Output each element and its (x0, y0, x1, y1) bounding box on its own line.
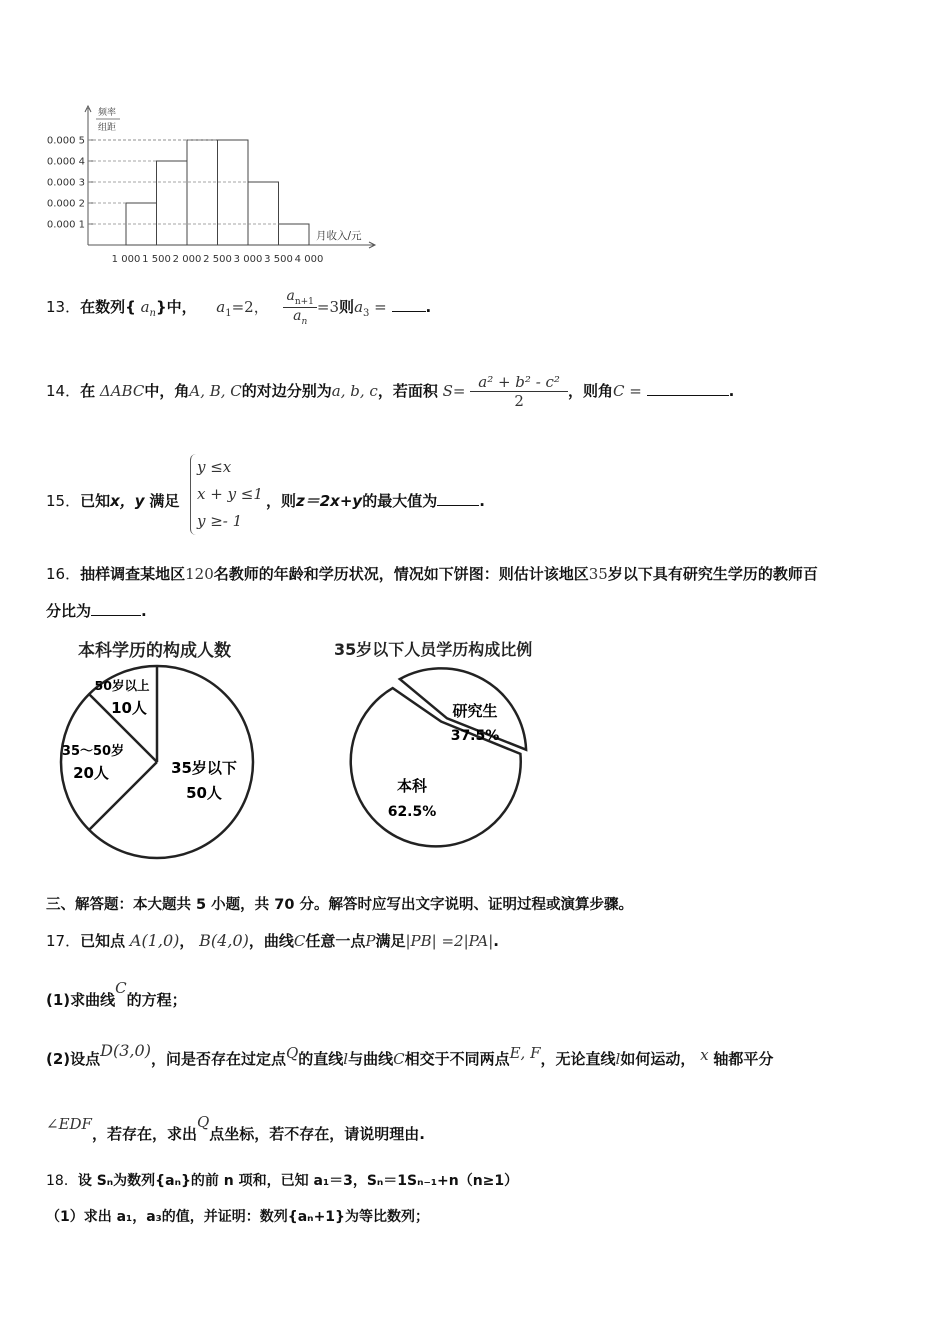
q14-eq: = (452, 382, 466, 400)
hist-bar (248, 182, 279, 245)
q17-part-1 (46, 979, 187, 1010)
q17-p1-curve-c: C (115, 979, 127, 997)
q17-p2-text-1: 设点 (70, 1050, 101, 1068)
q15-xy: x，y (110, 492, 145, 510)
q17-p2-point-q: Q (285, 1044, 299, 1062)
q17-p2-axis-x: x (700, 1046, 709, 1064)
q17-point-a: A(1,0) (129, 931, 180, 950)
q13-ratio-fraction (283, 288, 316, 327)
hist-y-tick-label: 0.000 3 (46, 177, 85, 189)
hist-x-tick-label: 1 500 (142, 254, 171, 265)
q17-text-1: 已知点 (80, 932, 126, 950)
question-15-tail (266, 490, 485, 511)
q14-text-5: ，则角 (567, 382, 613, 400)
q16-text-2: 名教师的年龄和学历状况，情况如下饼图：则估计该地区 (213, 565, 589, 583)
q17-p1-label: (1) (46, 991, 71, 1009)
q16-end: . (141, 602, 147, 620)
q13-a3: a (354, 297, 364, 316)
hist-ylabel-bottom: 组距 (98, 123, 117, 133)
pie1-chart (55, 660, 260, 865)
pie1-slice-2-value: 20人 (73, 764, 109, 782)
q17-part-2 (46, 1041, 774, 1069)
q13-end: . (425, 297, 432, 316)
hist-y-tick-label: 0.000 1 (46, 219, 85, 231)
q17-p1-text-1: 求曲线 (70, 991, 116, 1009)
pie2-slice-2-value: 62.5% (387, 804, 437, 820)
q15-constraint-1: y ≤x (197, 458, 232, 476)
q14-text-3: 的对边分别为 (241, 382, 332, 400)
income-histogram (40, 100, 385, 270)
q13-frac-den-sub: n (301, 316, 308, 327)
hist-x-tick-label: 1 000 (111, 254, 141, 265)
q13-text-3: 则 (339, 297, 355, 316)
question-14 (46, 373, 734, 410)
q17-p2-text-3: 的直线 (298, 1050, 344, 1068)
q17-p2-line-l: l (343, 1050, 349, 1068)
pie1-slice-2-label: 35～50岁 (61, 744, 125, 759)
q15-constraint-system (190, 454, 263, 535)
q17-p2-text-5: 相交于不同两点 (404, 1050, 510, 1068)
q14-text-2: 中，角 (144, 382, 190, 400)
q17-p2-text-10: 点坐标，若不存在，请说明理由. (209, 1125, 425, 1143)
hist-y-tick-label: 0.000 5 (46, 135, 85, 147)
pie1-slice-3-label: 35岁以下 (171, 759, 237, 777)
q13-sub-3: 3 (363, 307, 370, 319)
pie2-chart (345, 660, 545, 860)
hist-x-tick-label: 4 000 (294, 254, 324, 265)
q18-number: 18． (46, 1173, 78, 1189)
q14-area-s: S (442, 382, 453, 400)
q17-sep: ， (179, 932, 195, 950)
q15-constraint-3: y ≥- 1 (197, 512, 243, 530)
q14-frac-den: 2 (514, 392, 524, 410)
q13-sub-1: 1 (225, 307, 232, 319)
hist-bar (187, 140, 218, 245)
q13-text-1: 在数列 (80, 297, 126, 316)
q15-text-4: 的最大值为 (362, 492, 438, 510)
q17-text-2: ，曲线 (248, 932, 294, 950)
q17-end: . (493, 932, 499, 950)
q18-part-1: （1）求出 a₁，a₃的值，并证明：数列{aₙ+1}为等比数列； (46, 1209, 430, 1225)
q13-eq-2: =2， (231, 297, 269, 316)
q14-text-4: ，若面积 (377, 382, 438, 400)
q13-eq: = (374, 297, 387, 316)
q17-p2-curve-c: C (393, 1050, 405, 1068)
question-16 (46, 563, 818, 584)
hist-x-tick-label: 3 500 (264, 254, 293, 265)
q14-number: 14． (46, 382, 81, 400)
q13-sub-n: n (149, 307, 156, 319)
q14-angles: A, B, C (189, 382, 242, 400)
q17-p2-text-2: ，问是否存在过定点 (150, 1050, 286, 1068)
q17-part-2-line-2 (46, 1113, 425, 1144)
q14-angle-c: C (612, 382, 625, 400)
hist-x-tick-label: 3 000 (233, 254, 263, 265)
q13-brace-close: } (155, 297, 167, 316)
q17-point-b: B(4,0) (199, 931, 249, 950)
hist-x-tick-label: 2 500 (203, 254, 232, 265)
q15-text-3: ，则 (266, 492, 297, 510)
q13-text-2: 中， (166, 297, 197, 316)
q15-end: . (479, 492, 485, 510)
q17-curve-c: C (293, 932, 306, 950)
q13-brace-open: { (125, 297, 136, 316)
q13-frac-num: a (286, 288, 295, 304)
question-13 (46, 288, 431, 327)
pie1-title: 本科学历的构成人数 (78, 641, 231, 661)
pie2-slice-2-label: 本科 (396, 777, 428, 795)
q17-number: 17． (46, 932, 81, 950)
question-15 (46, 490, 179, 511)
q17-point-p: P (365, 932, 376, 950)
q16-answer-blank (91, 615, 141, 616)
q13-frac-den: a (293, 307, 302, 324)
q17-p2-point-q-2: Q (196, 1113, 210, 1131)
q15-text-1: 已知 (80, 492, 111, 510)
q17-p2-text-9: ，若存在，求出 (91, 1125, 197, 1143)
pie1-slice-3-value: 50人 (186, 784, 222, 802)
question-16-line-2 (46, 600, 147, 621)
q14-answer-blank (647, 395, 729, 396)
q17-p1-text-2: 的方程； (126, 991, 187, 1009)
q16-text-1: 抽样调查某地区 (80, 565, 186, 583)
hist-bar (157, 161, 188, 245)
hist-xlabel: 月收入/元 (316, 230, 362, 242)
q14-eq-2: = (629, 382, 642, 400)
q13-sequence-a: a (140, 297, 150, 316)
pie1-slice-1-label: 50岁以上 (94, 678, 150, 693)
q16-number-35: 35 (588, 565, 608, 583)
hist-x-tick-label: 2 000 (172, 254, 202, 265)
q14-frac-num: a² + b² - c² (470, 373, 568, 392)
q16-line-2-text: 分比为 (46, 602, 92, 620)
q17-p2-points-ef: E, F (509, 1044, 541, 1062)
q14-sides: a, b, c (331, 382, 378, 400)
q17-p2-line-l-2: l (615, 1050, 621, 1068)
hist-bar (218, 140, 249, 245)
q15-answer-blank (437, 505, 479, 506)
q17-text-3: 任意一点 (305, 932, 366, 950)
q16-number-120: 120 (185, 565, 214, 583)
q18-line-1: 设 Sₙ为数列{aₙ}的前 n 项和，已知 a₁＝3，Sₙ＝1Sₙ₋₁+n（n≥1） (77, 1173, 519, 1189)
q15-constraint-2: x + y ≤1 (197, 485, 263, 503)
q14-area-fraction (470, 373, 568, 410)
pie1-slice-1-value: 10人 (111, 699, 147, 717)
q17-p2-label: (2) (46, 1050, 71, 1068)
q17-p2-point-d: D(3,0) (100, 1041, 151, 1060)
q14-end: . (728, 382, 735, 400)
q13-frac-num-sub: n+1 (294, 296, 314, 307)
section-3-heading: 三、解答题：本大题共 5 小题，共 70 分。解答时应写出文字说明、证明过程或演算步骤。 (46, 897, 633, 913)
q16-text-3: 岁以下具有研究生学历的教师百 (607, 565, 818, 583)
q17-p2-text-7: 如何运动， (620, 1050, 696, 1068)
q13-number: 13． (46, 297, 81, 316)
q14-triangle: ΔABC (99, 382, 145, 400)
hist-y-tick-label: 0.000 4 (46, 156, 85, 168)
q15-number: 15． (46, 492, 81, 510)
q13-a1: a (216, 297, 226, 316)
q17-p2-text-4: 与曲线 (348, 1050, 394, 1068)
pie2-slice-1-label: 研究生 (452, 702, 498, 720)
q17-text-4: 满足 (375, 932, 406, 950)
q13-eq-3: =3 (316, 297, 340, 316)
q15-objective: z＝2x+y (296, 492, 363, 510)
question-18 (46, 1170, 518, 1190)
pie2-title: 35岁以下人员学历构成比例 (334, 640, 533, 659)
q17-condition: |PB| =2|PA| (405, 932, 494, 950)
q17-p2-text-6: ，无论直线 (540, 1050, 616, 1068)
q17-p2-text-8: 轴都平分 (713, 1050, 774, 1068)
q13-answer-blank (392, 311, 426, 312)
q14-text-1: 在 (80, 382, 96, 400)
q17-p2-angle: ∠EDF (46, 1115, 92, 1133)
q16-number: 16． (46, 565, 81, 583)
hist-y-tick-label: 0.000 2 (46, 198, 85, 210)
question-17 (46, 930, 499, 951)
q15-text-2: 满足 (149, 492, 180, 510)
pie2-slice-1-value: 37.5% (450, 728, 500, 744)
hist-bar (279, 224, 310, 245)
hist-ylabel-top: 频率 (98, 108, 117, 118)
